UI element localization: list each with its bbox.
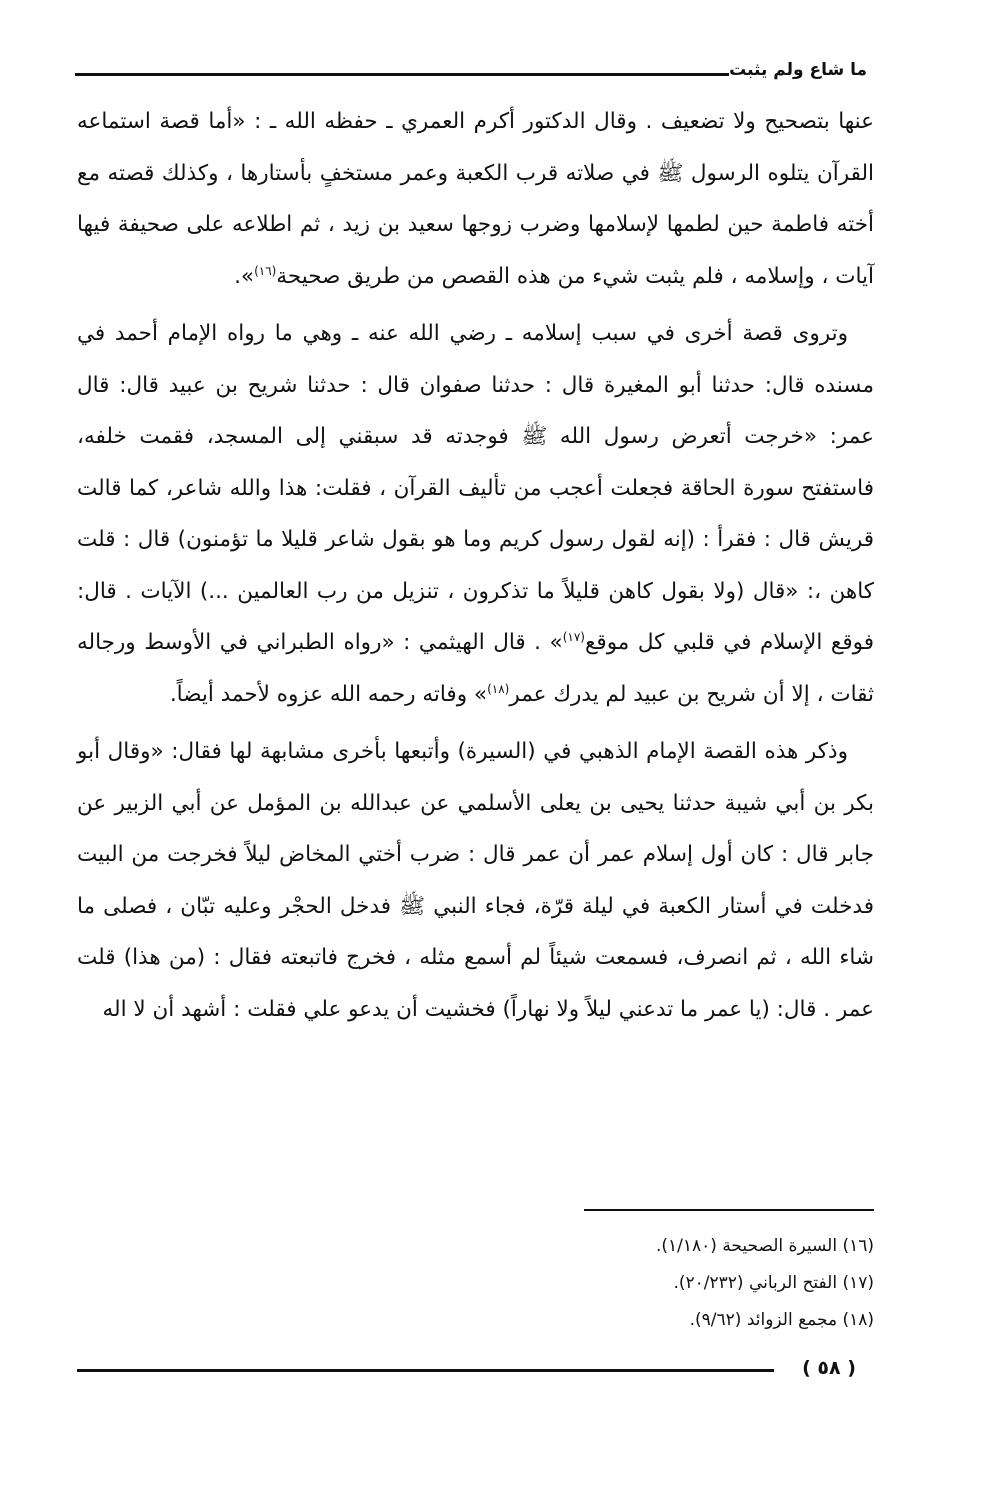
main-text (77, 96, 874, 1041)
paragraph-2-part-c: » وفاته رحمه الله عزوه لأحمد أيضاً. (169, 681, 488, 707)
footnote-ref-18: (١٨) (487, 681, 510, 696)
header-rule (75, 73, 729, 76)
footnote-rule (584, 1209, 874, 1211)
page-footer (77, 1353, 874, 1383)
footnote-ref-16: (١٦) (254, 263, 277, 278)
paragraph-1-text: عنها بتصحيح ولا تضعيف . وقال الدكتور أكرم العمري ـ حفظه الله ـ : «أما قصة استماعه القرآن يتلوه الرسول ﷺ في صلاته قرب الكعبة وعمر مستخفٍ بأستارها ، وكذلك قصته مع أخته فاطمة حين لطمها لإسلامها وضرب زوجها سعيد بن زيد ، ثم اطلاعه على صحيفة فيها آيات ، وإسلامه ، فلم يثبت شيء من هذه القصص من طريق صحيحة (77, 109, 874, 289)
paragraph-1-tail: ». (234, 263, 255, 289)
paragraph-2-part-b: » . قال الهيثمي : «رواه الطبراني في الأوسط ورجاله ثقات ، إلا أن شريح بن عبيد لم يدرك عمر (77, 630, 874, 707)
page-number: ( ٥٨ ) (802, 1357, 856, 1379)
footnote-18: (١٨) مجمع الزوائد (٩/٦٢). (689, 1310, 874, 1330)
paragraph-3 (77, 726, 874, 1035)
running-header (75, 58, 867, 86)
footnotes (474, 1228, 874, 1339)
footer-rule (77, 1369, 774, 1372)
paragraph-3-text: وذكر هذه القصة الإمام الذهبي في (السيرة) وأتبعها بأخرى مشابهة لها فقال: «وقال أبو بكر بن أبي شيبة حدثنا يحيى بن يعلى الأسلمي عن عبدالله بن المؤمل عن أبي الزبير عن جابر قال : كان أول إسلام عمر أن عمر قال : ضرب أختي المخاض ليلاً فخرجت من البيت فدخلت في أستار الكعبة في ليلة قرّة، فجاء النبي ﷺ فدخل الحجْر وعليه تبّان ، فصلى ما شاء الله ، ثم انصرف، فسمعت شيئاً لم أسمع مثله ، فخرج فاتبعته فقال : (من هذا) قلت عمر . قال: (يا عمر ما تدعني ليلاً ولا نهاراً) فخشيت أن يدعو علي فقلت : أشهد أن لا اله (77, 739, 874, 1022)
footnote-16: (١٦) السيرة الصحيحة (١/١٨٠). (655, 1236, 874, 1256)
running-title: ما شاع ولم يثبت (729, 60, 867, 80)
paragraph-1 (77, 96, 874, 302)
footnote-17: (١٧) الفتح الرباني (٢٠/٢٣٢). (673, 1273, 874, 1293)
paragraph-2-part-a: وتروى قصة أخرى في سبب إسلامه ـ رضي الله عنه ـ وهي ما رواه الإمام أحمد في مسنده قال: حدثنا أبو المغيرة قال : حدثنا صفوان قال : حدثنا شريح بن عبيد قال: قال عمر: «خرجت أتعرض رسول الله ﷺ فوجدته قد سبقني إلى المسجد، فقمت خلفه، فاستفتح سورة الحاقة فجعلت أعجب من تأليف القرآن ، فقلت: هذا والله شاعر، كما قالت قريش قال : فقرأ : (إنه لقول رسول كريم وما هو بقول شاعر قليلا ما تؤمنون) قال : قلت كاهن ،: «قال (ولا بقول كاهن قليلاً ما تذكرون ، تنزيل من رب العالمين ...) الآيات . قال: فوقع الإسلام في قلبي كل موقع (77, 321, 875, 655)
footnote-ref-17: (١٧) (562, 629, 585, 644)
paragraph-2 (77, 308, 874, 720)
